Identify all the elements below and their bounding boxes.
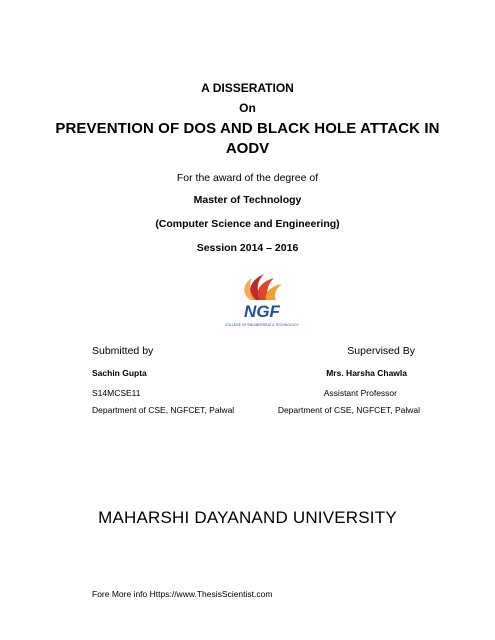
ngf-logo-icon (216, 270, 308, 330)
document-type-heading: A DISSERATION (201, 81, 294, 95)
footer-link-text: Fore More info Https://www.ThesisScientist.com (92, 589, 273, 599)
supervisor-designation: Assistant Professor (323, 388, 397, 398)
university-name: MAHARSHI DAYANAND UNIVERSITY (98, 508, 397, 527)
on-label: On (239, 101, 256, 115)
session-years: Session 2014 – 2016 (196, 242, 299, 254)
student-roll-number: S14MCSE11 (92, 388, 141, 398)
supervised-by-label: Supervised By (347, 345, 415, 357)
degree-name: Master of Technology (193, 194, 302, 206)
supervisor-department: Department of CSE, NGFCET, Palwal (277, 405, 420, 415)
thesis-title-line-1: PREVENTION OF DOS AND BLACK HOLE ATTACK IN (55, 120, 440, 137)
student-department: Department of CSE, NGFCET, Palwal (92, 405, 235, 415)
student-name: Sachin Gupta (92, 368, 147, 378)
supervisor-name: Mrs. Harsha Chawla (326, 368, 407, 378)
thesis-title-line-2: AODV (225, 140, 270, 157)
logo-text: NGF (244, 302, 280, 321)
award-text: For the award of the degree of (176, 172, 319, 184)
submitted-by-label: Submitted by (92, 345, 154, 357)
branch-name: (Computer Science and Engineering) (155, 218, 340, 230)
logo-subtitle: COLLEGE OF ENGINEERING & TECHNOLOGY (224, 323, 300, 327)
college-logo (216, 270, 308, 330)
